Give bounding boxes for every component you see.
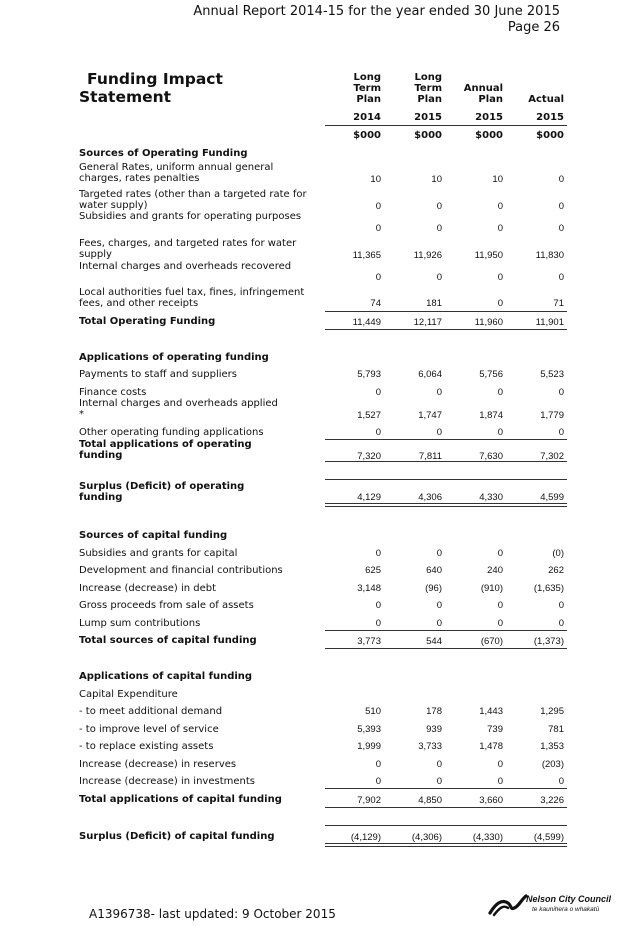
row-label: Subsidies and grants for capital: [79, 548, 238, 559]
row-label: Total applications of operating funding: [79, 439, 252, 461]
row-value: 1,874: [479, 410, 503, 421]
divider: [325, 807, 567, 808]
row-value: (203): [541, 759, 564, 770]
row-label: Payments to staff and suppliers: [79, 369, 237, 380]
row-value: 11,365: [352, 250, 381, 261]
row-value: 1,999: [357, 741, 381, 752]
row-value: 4,599: [540, 492, 564, 503]
row-value: 11,901: [535, 317, 564, 328]
row-value: 262: [548, 565, 564, 576]
divider: [325, 311, 567, 312]
row-value: (96): [425, 583, 442, 594]
section-heading: Applications of operating funding: [79, 352, 269, 363]
row-value: 640: [426, 565, 442, 576]
column-unit-1: $000: [353, 130, 381, 141]
column-header-4: Actual: [528, 94, 564, 105]
row-value: 0: [558, 223, 564, 234]
row-label: Targeted rates (other than a targeted rate for water supply): [79, 189, 307, 211]
row-value: 4,129: [357, 492, 381, 503]
row-value: 0: [558, 387, 564, 398]
row-value: (910): [480, 583, 503, 594]
row-value: 0: [497, 298, 503, 309]
row-value: 0: [497, 272, 503, 283]
row-value: 0: [436, 272, 442, 283]
row-label: General Rates, uniform annual general charges, rates penalties: [79, 162, 274, 184]
row-value: 625: [365, 565, 381, 576]
row-value: 4,850: [418, 795, 442, 806]
row-label: Fees, charges, and targeted rates for water supply: [79, 238, 297, 260]
row-value: 0: [375, 600, 381, 611]
row-value: 3,226: [540, 795, 564, 806]
row-label: Lump sum contributions: [79, 618, 201, 629]
row-value: 0: [558, 618, 564, 629]
row-value: 1,747: [418, 410, 442, 421]
row-value: 7,320: [357, 451, 381, 462]
section-heading: Sources of Operating Funding: [79, 148, 248, 159]
row-value: 1,527: [357, 410, 381, 421]
row-value: (1,635): [533, 583, 564, 594]
row-value: 0: [375, 427, 381, 438]
row-value: (670): [480, 636, 503, 647]
row-label: Surplus (Deficit) of operating funding: [79, 481, 245, 503]
row-label: Internal charges and overheads recovered: [79, 261, 292, 272]
row-value: 781: [548, 724, 564, 735]
page-number: Page 26: [507, 20, 560, 35]
row-value: 178: [426, 706, 442, 717]
row-value: 11,960: [474, 317, 503, 328]
row-value: 0: [436, 427, 442, 438]
row-value: 0: [497, 759, 503, 770]
row-value: 0: [497, 427, 503, 438]
row-value: 0: [558, 776, 564, 787]
row-value: 10: [492, 174, 503, 185]
column-unit-3: $000: [475, 130, 503, 141]
row-value: 74: [370, 298, 381, 309]
section-heading: Sources of capital funding: [79, 530, 228, 541]
row-value: 0: [375, 223, 381, 234]
divider: [325, 329, 567, 330]
row-label: - to improve level of service: [79, 724, 219, 735]
row-label: Total sources of capital funding: [79, 635, 257, 646]
row-value: 5,523: [540, 369, 564, 380]
row-value: (4,330): [472, 832, 503, 843]
row-value: 240: [487, 565, 503, 576]
row-value: 181: [426, 298, 442, 309]
row-value: 3,773: [357, 636, 381, 647]
divider: [325, 788, 567, 789]
council-logo-mark-icon: [488, 893, 528, 917]
row-value: 12,117: [413, 317, 442, 328]
column-header-1: Long Term Plan: [353, 72, 381, 105]
row-value: 5,756: [479, 369, 503, 380]
row-value: 7,902: [357, 795, 381, 806]
council-name: Nelson City Council: [526, 894, 612, 904]
row-value: 0: [375, 776, 381, 787]
page-header: [193, 4, 560, 36]
row-value: 5,793: [357, 369, 381, 380]
row-value: 0: [375, 201, 381, 212]
row-value: 1,779: [540, 410, 564, 421]
section-heading: Applications of capital funding: [79, 671, 253, 682]
column-unit-4: $000: [536, 130, 564, 141]
row-value: 0: [436, 618, 442, 629]
row-value: 0: [375, 387, 381, 398]
row-value: 3,660: [479, 795, 503, 806]
row-value: 0: [436, 759, 442, 770]
divider: [325, 439, 567, 440]
column-unit-2: $000: [414, 130, 442, 141]
column-year-1: 2014: [353, 112, 381, 123]
row-value: 7,630: [479, 451, 503, 462]
row-value: 0: [497, 618, 503, 629]
row-value: 71: [553, 298, 564, 309]
statement-title: Funding Impact Statement: [79, 70, 223, 106]
column-year-2: 2015: [414, 112, 442, 123]
row-label: Increase (decrease) in investments: [79, 776, 255, 787]
row-label: Capital Expenditure: [79, 689, 178, 700]
row-value: 11,830: [535, 250, 564, 261]
row-value: 1,353: [540, 741, 564, 752]
council-tagline: te kaunihera o whakatū: [532, 906, 600, 913]
row-value: 0: [375, 548, 381, 559]
divider: [325, 825, 567, 826]
row-value: 3,148: [357, 583, 381, 594]
row-value: 510: [365, 706, 381, 717]
row-value: (0): [552, 548, 564, 559]
row-value: 11,449: [352, 317, 381, 328]
divider: [325, 648, 567, 649]
row-value: 10: [370, 174, 381, 185]
row-label: Other operating funding applications: [79, 427, 264, 438]
row-value: 1,295: [540, 706, 564, 717]
row-value: (4,129): [350, 832, 381, 843]
row-value: 11,926: [413, 250, 442, 261]
column-header-3: Annual Plan: [463, 83, 503, 105]
row-value: (1,373): [533, 636, 564, 647]
row-value: 0: [497, 600, 503, 611]
divider: [325, 479, 567, 480]
row-value: 0: [375, 272, 381, 283]
row-value: 0: [436, 387, 442, 398]
row-label: Increase (decrease) in debt: [79, 583, 217, 594]
divider: [325, 461, 567, 462]
row-label: Internal charges and overheads applied *: [79, 398, 278, 420]
row-value: 0: [497, 776, 503, 787]
row-value: 0: [558, 174, 564, 185]
column-header-2: Long Term Plan: [414, 72, 442, 105]
row-value: 0: [436, 201, 442, 212]
row-value: 0: [375, 759, 381, 770]
row-value: 939: [426, 724, 442, 735]
row-label: Development and financial contributions: [79, 565, 283, 576]
double-divider: [325, 843, 567, 847]
row-label: Gross proceeds from sale of assets: [79, 600, 254, 611]
divider: [325, 125, 567, 126]
report-title: Annual Report 2014-15 for the year ended 30 June 2015: [193, 4, 560, 19]
column-year-4: 2015: [536, 112, 564, 123]
row-value: 544: [426, 636, 442, 647]
row-value: 0: [436, 600, 442, 611]
row-value: 0: [436, 776, 442, 787]
row-value: (4,599): [533, 832, 564, 843]
divider: [325, 630, 567, 631]
row-label: Finance costs: [79, 387, 147, 398]
row-value: (4,306): [411, 832, 442, 843]
row-label: Total applications of capital funding: [79, 794, 282, 805]
row-value: 0: [497, 548, 503, 559]
row-value: 4,306: [418, 492, 442, 503]
row-label: Total Operating Funding: [79, 316, 216, 327]
row-value: 0: [497, 201, 503, 212]
row-value: 0: [375, 618, 381, 629]
row-value: 0: [558, 201, 564, 212]
row-value: 0: [558, 600, 564, 611]
row-label: Subsidies and grants for operating purposes: [79, 211, 302, 222]
row-value: 0: [436, 223, 442, 234]
row-label: Local authorities fuel tax, fines, infringement fees, and other receipts: [79, 287, 305, 309]
row-value: 0: [497, 387, 503, 398]
row-value: 7,302: [540, 451, 564, 462]
row-value: 5,393: [357, 724, 381, 735]
row-value: 1,443: [479, 706, 503, 717]
column-year-3: 2015: [475, 112, 503, 123]
row-value: 0: [436, 548, 442, 559]
row-label: Increase (decrease) in reserves: [79, 759, 237, 770]
row-value: 739: [487, 724, 503, 735]
double-divider: [325, 503, 567, 507]
row-value: 0: [497, 223, 503, 234]
row-label: - to replace existing assets: [79, 741, 214, 752]
row-value: 6,064: [418, 369, 442, 380]
footer-text: A1396738- last updated: 9 October 2015: [89, 907, 336, 921]
row-value: 0: [558, 272, 564, 283]
row-value: 3,733: [418, 741, 442, 752]
row-label: Surplus (Deficit) of capital funding: [79, 831, 275, 842]
row-value: 7,811: [418, 451, 442, 462]
row-label: - to meet additional demand: [79, 706, 223, 717]
row-value: 4,330: [479, 492, 503, 503]
row-value: 1,478: [479, 741, 503, 752]
row-value: 11,950: [474, 250, 503, 261]
row-value: 0: [558, 427, 564, 438]
council-logo: [488, 893, 618, 919]
row-value: 10: [431, 174, 442, 185]
